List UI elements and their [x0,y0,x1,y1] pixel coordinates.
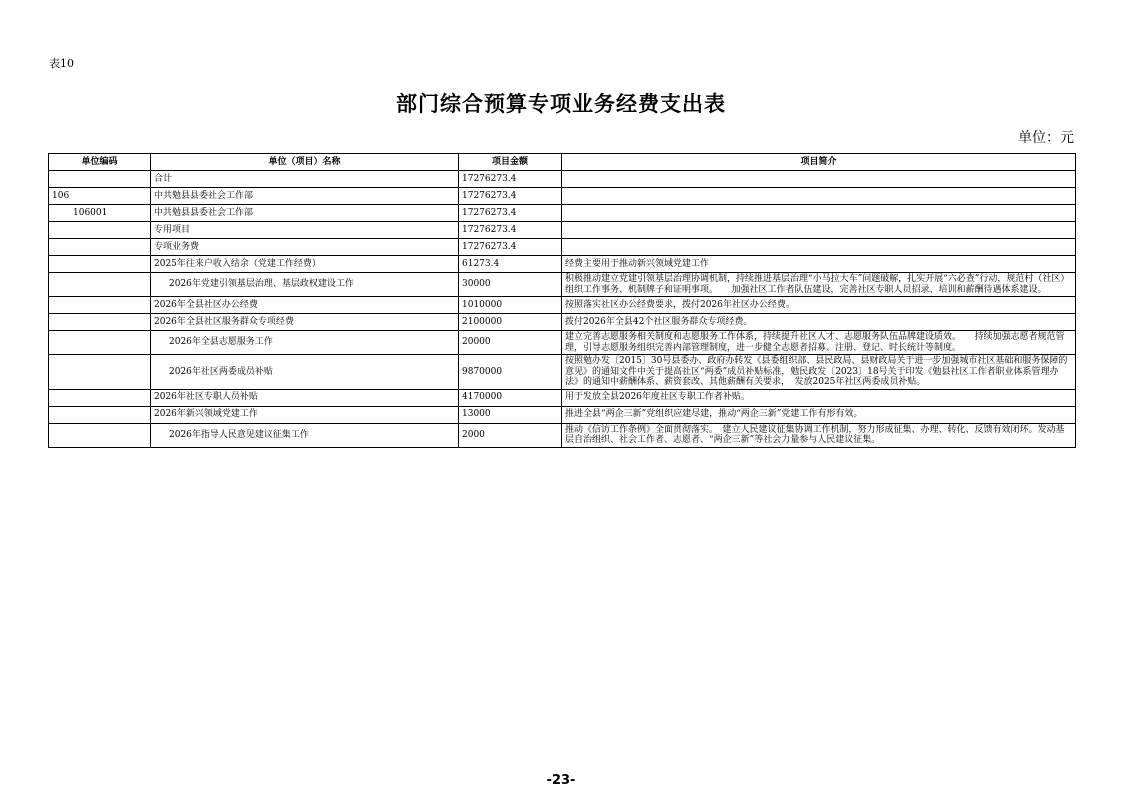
table-row [49,188,1076,205]
cell-code [49,423,151,447]
cell-name: 2025年往来户收入结余（党建工作经费） [151,256,459,273]
cell-desc: 按照勉办发〔2015〕30号县委办、政府办转发《县委组织部、县民政局、县财政局关于进一步加强城市社区基础和服务保障的意见》的通知文件中关于提高社区“两委”成员补贴标准，勉民政发〔2023〕18号关于印发《勉县社区工作者职业体系管理办法》的通知中薪酬体系、薪资套改、其他薪酬有关要求， 发放2025年社区两委成员补贴。 [562,355,1076,390]
cell-desc: 按照落实社区办公经费要求，拨付2026年社区办公经费。 [562,297,1076,314]
cell-name: 2026年社区专职人员补贴 [151,389,459,406]
cell-code [49,331,151,355]
cell-desc: 建立完善志愿服务相关制度和志愿服务工作体系，持续提升社区人才、志愿服务队伍品牌建设质效。 持续加强志愿者规范管理，引导志愿服务组织完善内部管理制度，进一步健全志愿者招募、注册、登记、时长统计等制度。 [562,331,1076,355]
cell-code [49,314,151,331]
cell-name: 2026年指导人民意见建议征集工作 [151,423,459,447]
cell-desc: 积极推动建立党建引领基层治理协调机制，持续推进基层治理“小马拉大车”问题破解，扎实开展“六必查”行动，规范村（社区）组织工作事务、机制牌子和证明事项。 加强社区工作者队伍建设，完善社区专职人员招录、培训和薪酬待遇体系建设。 [562,273,1076,297]
cell-amount: 1010000 [459,297,562,314]
table-header-row [49,154,1076,171]
cell-amount: 61273.4 [459,256,562,273]
cell-desc: 推进全县“两企三新”党组织应建尽建，推动“两企三新”党建工作有形有效。 [562,406,1076,423]
cell-desc: 推动《信访工作条例》全面贯彻落实。 建立人民建议征集协调工作机制，努力形成征集、办理、转化、反馈有效闭环。发动基层自治组织、社会工作者、志愿者、“两企三新”等社会力量参与人民建议征集。 [562,423,1076,447]
cell-name: 2026年全县社区服务群众专项经费 [151,314,459,331]
header-code: 单位编码 [49,154,151,171]
cell-code [49,256,151,273]
cell-code [49,273,151,297]
table-row [49,239,1076,256]
table-row [49,297,1076,314]
cell-code [49,389,151,406]
page-title: 部门综合预算专项业务经费支出表 [396,92,726,116]
cell-amount: 17276273.4 [459,239,562,256]
budget-table [48,153,1076,448]
cell-desc: 经费主要用于推动新兴领域党建工作 [562,256,1076,273]
table-row [49,205,1076,222]
page-number: -23- [546,773,576,788]
table-row [49,423,1076,447]
table-row [49,171,1076,188]
cell-amount: 4170000 [459,389,562,406]
cell-amount: 2100000 [459,314,562,331]
cell-code [49,239,151,256]
cell-amount: 30000 [459,273,562,297]
cell-name: 中共勉县县委社会工作部 [151,205,459,222]
cell-amount: 17276273.4 [459,205,562,222]
cell-desc [562,188,1076,205]
header-desc: 项目简介 [562,154,1076,171]
cell-name: 2026年新兴领域党建工作 [151,406,459,423]
cell-desc: 用于发放全县2026年度社区专职工作者补贴。 [562,389,1076,406]
cell-name: 合计 [151,171,459,188]
cell-code [49,171,151,188]
cell-desc [562,239,1076,256]
cell-name: 专用项目 [151,222,459,239]
table-row [49,406,1076,423]
table-number-label: 表10 [49,57,74,70]
cell-desc [562,171,1076,188]
cell-code [49,406,151,423]
cell-desc: 拨付2026年全县42个社区服务群众专项经费。 [562,314,1076,331]
cell-amount: 20000 [459,331,562,355]
cell-code: 106 [49,188,151,205]
header-name: 单位（项目）名称 [151,154,459,171]
cell-amount: 13000 [459,406,562,423]
cell-code [49,297,151,314]
table-row [49,355,1076,390]
cell-amount: 17276273.4 [459,171,562,188]
table-row [49,256,1076,273]
table-row [49,314,1076,331]
cell-name: 2026年社区两委成员补贴 [151,355,459,390]
cell-amount: 17276273.4 [459,222,562,239]
cell-name: 2026年全县社区办公经费 [151,297,459,314]
cell-name: 2026年全县志愿服务工作 [151,331,459,355]
cell-amount: 17276273.4 [459,188,562,205]
cell-amount: 2000 [459,423,562,447]
cell-amount: 9870000 [459,355,562,390]
header-amount: 项目金额 [459,154,562,171]
cell-code: 106001 [49,205,151,222]
cell-name: 专项业务费 [151,239,459,256]
cell-desc [562,222,1076,239]
cell-name: 中共勉县县委社会工作部 [151,188,459,205]
table-row [49,222,1076,239]
table-row [49,331,1076,355]
cell-desc [562,205,1076,222]
cell-code [49,222,151,239]
unit-label: 单位：元 [1018,130,1074,146]
table-row [49,273,1076,297]
table-row [49,389,1076,406]
cell-code [49,355,151,390]
cell-name: 2026年党建引领基层治理、基层政权建设工作 [151,273,459,297]
